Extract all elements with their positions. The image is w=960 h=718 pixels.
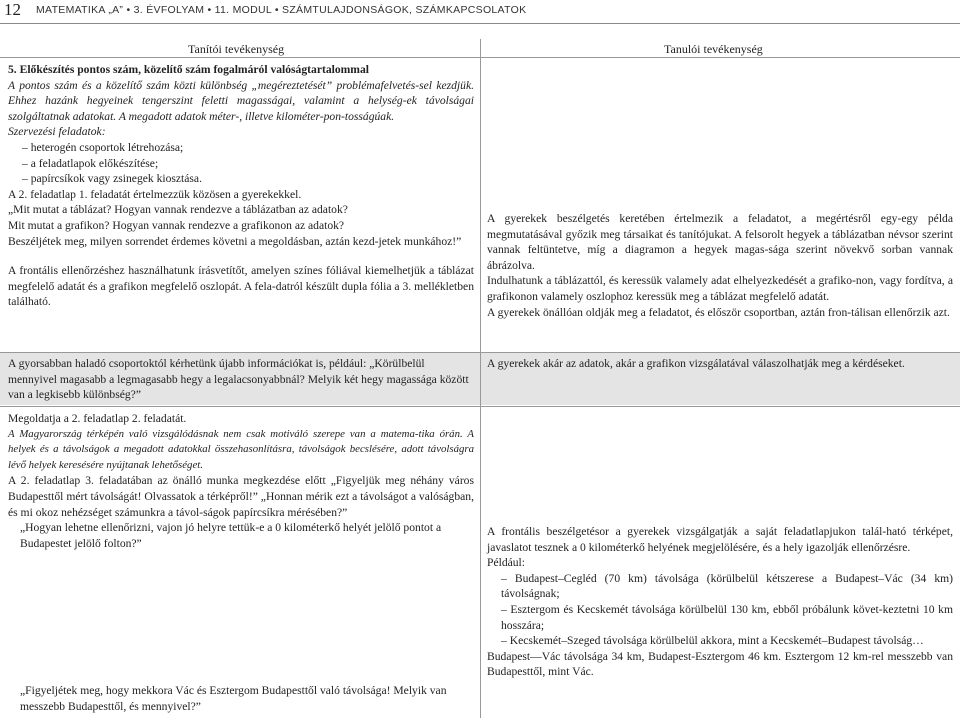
right-column-title: Tanulói tevékenység [664,42,763,56]
right-final-answer: Budapest—Vác távolsága 34 km, Budapest-Esztergom 46 km. Esztergom 12 km-rel messzebb van Budapesttől, mint Vác. [487,649,953,679]
fast-group-text [8,356,474,403]
right-discussion-paragraph: A frontális beszélgetésor a gyerekek vizsgálgatják a saját feladatlapjukon talál-ható térképet, javaslatot tesznek a 0 kilométerkő helyének megjelölésére, és a hely igazolják ellenőrzésre. [487,525,953,554]
intro-paragraph: A pontos szám és a közelítő szám közti különbség „megéreztetését” problémafelvetés-sel kezdjük. Ehhez hazánk hegyeinek tengerszint feletti magasságai, valamint a helység-ek távolságai szolgáltatnak adatokat. A megadott adatok méter-, illetve kilométer-pon-tosságúak. [8,78,474,123]
task1-line: Mit mutat a grafikon? Hogyan vannak rendezve a grafikonon az adatok? [8,218,345,232]
left-column-text-b [8,411,474,551]
example-item: – Budapest–Cegléd (70 km) távolsága (körülbelül kétszerese a Budapest–Vác (34 km) távolságnak; [501,571,953,601]
right-column-text-b [487,356,953,372]
right-paragraph: Indulhatunk a táblázattól, és keressük valamely adat elhelyezkedését a grafiko-non, vagy fordítva, a grafikonon valamely oszlophoz keressük meg a táblázat megfelelő adatát. [487,274,953,303]
running-title: MATEMATIKA „A” • 3. ÉVFOLYAM • 11. MODUL • SZÁMTULAJDONSÁGOK, SZÁMKAPCSOLATOK [36,4,527,16]
section-rule [0,406,960,407]
task3b-paragraph: „Hogyan lehetne ellenőrizni, vajon jó helyre tettük-e a 0 kilométerkő helyét jelölő pontot a Budapestet jelölő folton?” [20,521,442,550]
task2-italic: A Magyarország térképén való vizsgálódásnak nem csak motiváló szerepe van a matema-tika órán. A helyek és a távolságok a megadott adatokkal összehasonlításra, távolságok becslésére, adott távolságra lévő helyek keresésére nyújtanak lehetőséget. [8,427,474,471]
right-column-text-c [487,524,953,680]
org-item: – a feladatlapok előkészítése; [22,156,159,170]
right-column-text-a [487,211,953,320]
header-divider [0,23,960,24]
right-paragraph: A gyerekek önállóan oldják meg a feladatot, és először csoportban, aztán fron-tálisan ellenőrzik azt. [487,305,950,319]
last-question: „Figyeljétek meg, hogy mekkora Vác és Esztergom Budapesttől való távolsága! Melyik van messzebb Budapesttől, és mennyivel?” [20,684,447,713]
org-item: – papírcsíkok vagy zsinegek kiosztása. [22,172,202,186]
example-title: Például: [487,556,525,570]
task1-line: A 2. feladatlap 1. feladatát értelmezzük közösen a gyerekekkel. [8,187,302,201]
task1-line: Beszéljétek meg, milyen sorrendet érdemes követni a megoldásban, aztán kezd-jetek munkához!” [8,234,462,248]
page-number: 12 [4,0,21,19]
left-column-text-c [8,683,474,714]
right-answer-paragraph: A gyerekek akár az adatok, akár a grafikon vizsgálatával válaszolhatják meg a kérdéseket. [487,357,905,370]
left-column-title: Tanítói tevékenység [188,42,285,56]
task2-title: Megoldatja a 2. feladatlap 2. feladatát. [8,412,187,425]
right-paragraph: A gyerekek beszélgetés keretében értelmezik a feladatot, a megértésről egy-egy példa megmutatásával győzik meg társaikat és tanítójukat. A felsorolt hegyek a táblázatban névsor szerint vannak feltüntetve, míg a diagramon a hegyek magas-sága szerint növekvő sorban vannak ábrázolva. [487,212,953,272]
example-item: – Esztergom és Kecskemét távolsága körülbelül 130 km, ebből próbálunk követ-keztetni 10 km hosszára; [501,602,953,632]
example-item: – Kecskemét–Szeged távolsága körülbelül akkora, mint a Kecskemét–Budapest távolság… [501,634,924,648]
left-column-text-a [8,62,474,310]
task3-paragraph: A 2. feladatlap 3. feladatában az önálló munka megkezdése előtt „Figyeljük meg néhány város Budapesttől mért távolságát! Olvassatok a térképről!” „Honnan mérik ezt a távolságot a valóságban, és mi okoz nehézséget számunkra a távol-ságok papírcsíkra mérésében?” [8,474,474,519]
fast-group-paragraph: A gyorsabban haladó csoportoktól kérhetünk újabb információkat is, például: „Körülbelül mennyivel magasabb a legmagasabb hegy a legalacsonyabbnál? Melyik két hegy magassága között van a legkisebb különbség?” [8,357,469,402]
org-title: Szervezési feladatok: [8,125,106,139]
org-item: – heterogén csoportok létrehozása; [22,140,184,154]
section-title: 5. Előkészítés pontos szám, közelítő szám fogalmáról valóságtartalommal [8,63,369,76]
page-header [0,0,960,22]
frontal-paragraph: A frontális ellenőrzéshez használhatunk írásvetítőt, amelyen színes fóliával kiemelhetjük a táblázat megfelelő adatát és a grafikon megfelelő oszlopát. A fela-datról készült dupla fólia a 3. mellékletben található. [8,264,474,309]
table-top-rule [0,57,960,58]
task1-line: „Mit mutat a táblázat? Hogyan vannak rendezve a táblázatban az adatok? [8,203,348,217]
